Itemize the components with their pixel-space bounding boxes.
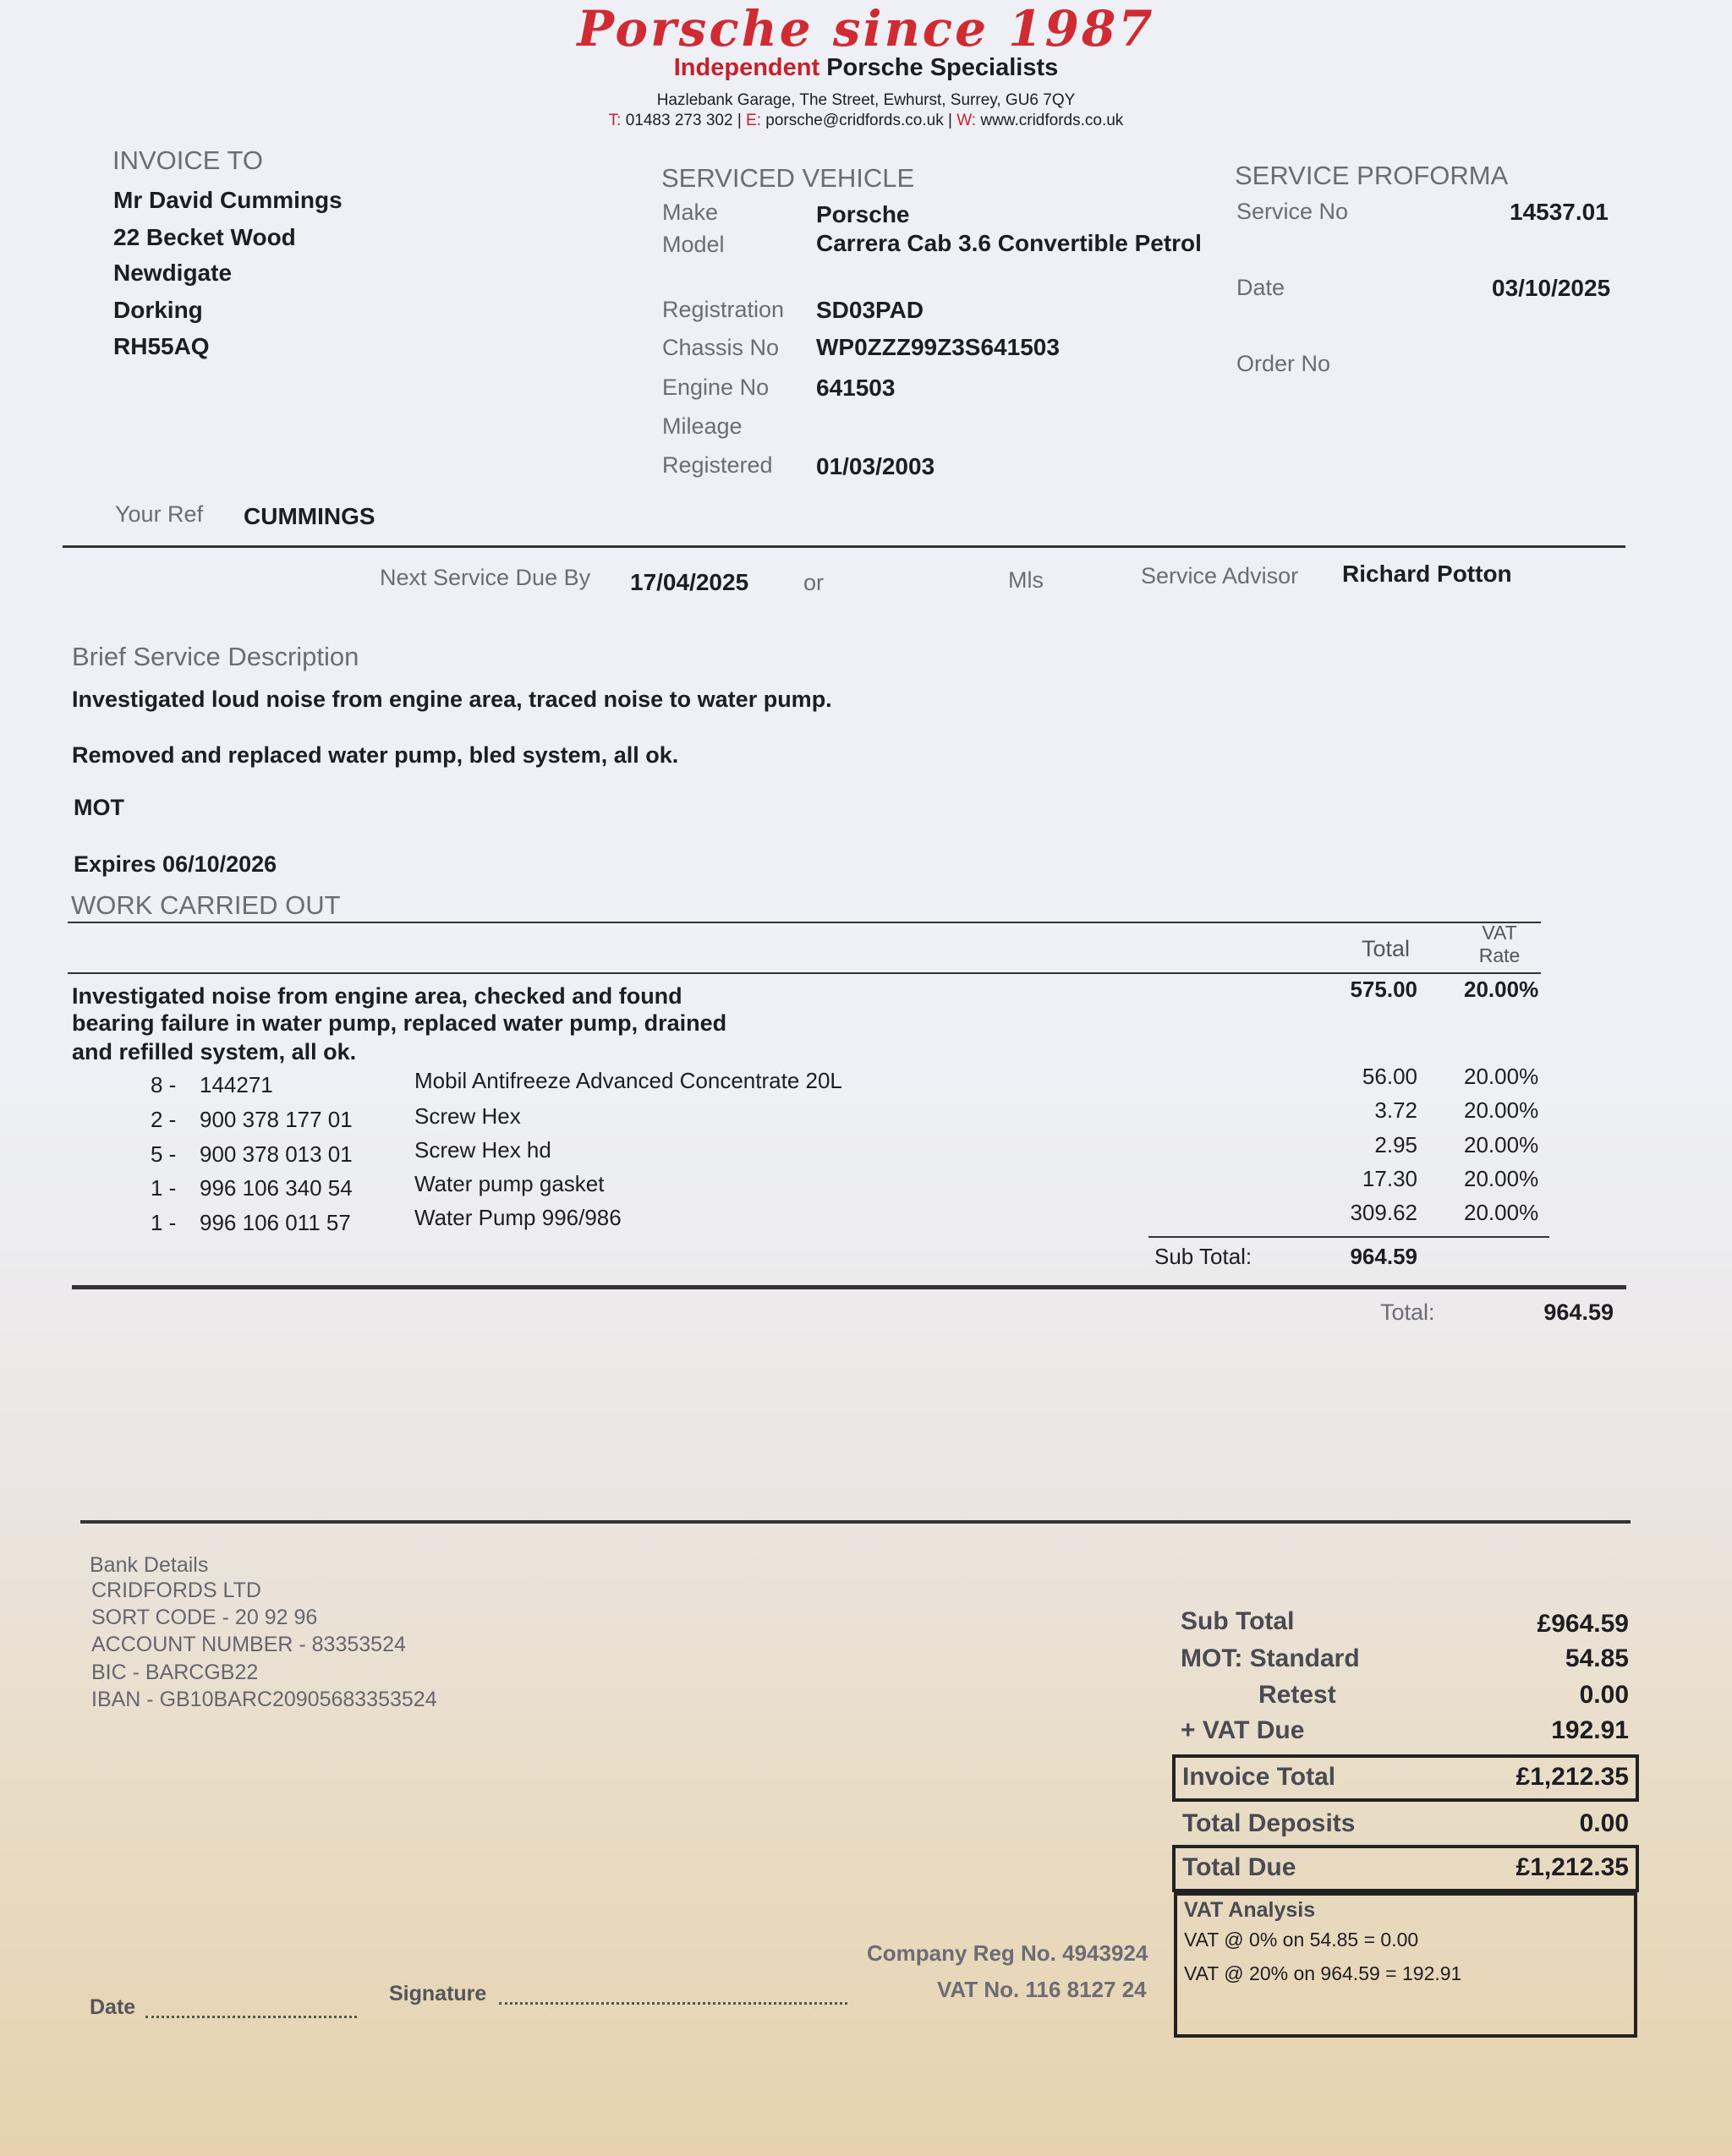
part-number: 900 378 013 01 [200,1141,353,1167]
bank-account: ACCOUNT NUMBER - 83353524 [91,1633,406,1656]
company-contact: T: 01483 273 302 | E: porsche@cridfords.co.uk | W: www.cridfords.co.uk [608,112,1124,129]
engine-label: Engine No [662,375,770,400]
email: porsche@cridfords.co.uk [765,112,944,129]
vat-analysis-line-2: VAT @ 20% on 964.59 = 192.91 [1184,1962,1462,1984]
customer-address-1: 22 Becket Wood [113,224,296,250]
invoice-total-value: £1,212.35 [1516,1763,1629,1791]
date-sign-line [145,1995,357,2018]
next-service-label: Next Service Due By [380,565,591,590]
tagline-specialists: Porsche Specialists [826,54,1059,81]
next-service-mls: Mls [1008,567,1044,593]
part-qty: 5 - [151,1141,177,1167]
part-number: 996 106 011 57 [200,1210,351,1235]
service-advisor-label: Service Advisor [1141,563,1299,588]
chassis-value: WP0ZZZ99Z3S641503 [816,334,1060,360]
vat-analysis-line-1: VAT @ 0% on 54.85 = 0.00 [1184,1929,1419,1951]
customer-name: Mr David Cummings [113,187,343,213]
next-service-or: or [803,570,825,595]
col-total-header: Total [1362,936,1411,961]
invoice-to-heading: INVOICE TO [112,145,264,175]
date-label: Date [1236,275,1285,300]
part-number: 900 378 177 01 [200,1107,353,1132]
work-total-label: Total: [1380,1300,1435,1325]
part-number: 996 106 340 54 [200,1175,353,1201]
subtotal-label: Sub Total: [1154,1244,1252,1269]
brief-heading: Brief Service Description [72,642,359,671]
vat-due-label: + VAT Due [1181,1716,1305,1744]
registration-label: Registration [662,297,785,322]
service-advisor-value: Richard Potton [1342,561,1512,587]
part-total: 3.72 [1374,1097,1417,1123]
summary-subtotal-value: £964.59 [1537,1610,1629,1638]
part-vat: 20.00% [1464,1064,1539,1089]
deposits-label: Total Deposits [1182,1809,1356,1837]
subtotal-value: 964.59 [1350,1244,1417,1269]
divider-footer [80,1520,1631,1524]
phone-label: T: [608,112,622,129]
part-qty: 1 - [151,1175,177,1201]
vat-number: VAT No. 116 8127 24 [937,1977,1147,2002]
bank-iban: IBAN - GB10BARC20905683353524 [91,1688,437,1711]
email-label: E: [746,112,761,129]
labour-line-1: Investigated noise from engine area, checked and found [72,983,682,1009]
retest-label: Retest [1258,1681,1336,1709]
service-no-label: Service No [1236,199,1349,224]
web-label: W: [956,112,977,129]
bank-heading: Bank Details [90,1553,209,1577]
part-vat: 20.00% [1464,1132,1539,1157]
work-rule-top [68,922,1541,923]
brief-line-2: Removed and replaced water pump, bled system, all ok. [72,742,679,768]
engine-value: 641503 [816,375,896,401]
part-description: Screw Hex [414,1103,521,1129]
bank-bic: BIC - BARCGB22 [91,1661,259,1684]
vehicle-heading: SERVICED VEHICLE [661,163,915,193]
your-ref-value: CUMMINGS [244,503,375,529]
order-no-label: Order No [1236,351,1331,376]
part-vat: 20.00% [1464,1097,1539,1123]
part-description: Water pump gasket [414,1171,605,1196]
mot-value: 54.85 [1565,1644,1629,1672]
bank-sort-code: SORT CODE - 20 92 96 [91,1606,318,1629]
your-ref-label: Your Ref [115,501,204,527]
part-description: Screw Hex hd [414,1137,551,1163]
labour-vat: 20.00% [1464,977,1539,1002]
col-vat-header: VAT Rate [1478,922,1521,966]
proforma-heading: SERVICE PROFORMA [1235,161,1509,190]
part-qty: 8 - [151,1072,177,1097]
total-due-label: Total Due [1182,1853,1296,1881]
work-heading: WORK CARRIED OUT [71,890,341,920]
deposits-value: 0.00 [1579,1809,1629,1837]
model-label: Model [662,232,725,257]
brief-line-3: MOT [74,795,124,820]
part-description: Mobil Antifreeze Advanced Concentrate 20L [414,1068,842,1093]
mileage-label: Mileage [662,413,743,439]
work-total-value: 964.59 [1543,1300,1614,1325]
retest-value: 0.00 [1579,1681,1629,1709]
brief-line-1: Investigated loud noise from engine area, traced noise to water pump. [72,687,832,712]
registration-value: SD03PAD [816,297,924,323]
work-rule-header [68,972,1541,974]
make-label: Make [662,200,719,225]
vat-due-value: 192.91 [1551,1716,1629,1744]
customer-postcode: RH55AQ [113,333,210,359]
registered-value: 01/03/2003 [816,453,935,479]
signature-label: Signature [389,1982,487,2006]
bank-name: CRIDFORDS LTD [91,1579,261,1602]
brief-line-4: Expires 06/10/2026 [74,851,277,877]
subtotal-rule [1148,1236,1549,1238]
service-no-value: 14537.01 [1510,199,1609,225]
company-address: Hazlebank Garage, The Street, Ewhurst, Surrey, GU6 7QY [656,91,1076,109]
date-sign-label: Date [90,1995,136,2019]
part-vat: 20.00% [1464,1200,1539,1225]
company-tagline [0,54,1732,82]
invoice-total-label: Invoice Total [1182,1763,1336,1791]
labour-line-2: bearing failure in water pump, replaced water pump, drained [72,1010,727,1036]
divider-thick [72,1285,1626,1289]
next-service-date: 17/04/2025 [630,569,749,595]
labour-line-3: and refilled system, all ok. [72,1039,357,1064]
part-number: 144271 [200,1072,273,1097]
part-vat: 20.00% [1464,1166,1539,1191]
part-qty: 1 - [151,1210,177,1235]
company-logo: Porsche since 1987 [577,0,1155,57]
mot-label: MOT: Standard [1181,1644,1360,1672]
part-total: 56.00 [1362,1064,1417,1089]
customer-address-3: Dorking [113,297,203,323]
company-reg: Company Reg No. 4943924 [867,1940,1148,1966]
registered-label: Registered [662,452,773,478]
customer-address-2: Newdigate [113,260,233,286]
signature-line [499,1982,847,2005]
part-total: 309.62 [1350,1200,1417,1225]
part-qty: 2 - [151,1107,177,1132]
part-description: Water Pump 996/986 [414,1205,622,1230]
vat-analysis-heading: VAT Analysis [1184,1898,1316,1922]
part-total: 2.95 [1374,1132,1417,1157]
model-value: Carrera Cab 3.6 Convertible Petrol [816,230,1202,256]
divider-1 [63,545,1625,548]
date-value: 03/10/2025 [1492,275,1611,301]
web: www.cridfords.co.uk [980,112,1124,129]
total-due-value: £1,212.35 [1516,1853,1629,1881]
tagline-independent: Independent [673,54,820,81]
labour-total: 575.00 [1350,977,1417,1002]
phone: 01483 273 302 [625,112,733,129]
chassis-label: Chassis No [662,335,780,360]
part-total: 17.30 [1362,1166,1417,1191]
summary-subtotal-label: Sub Total [1181,1607,1295,1635]
make-value: Porsche [816,201,910,227]
